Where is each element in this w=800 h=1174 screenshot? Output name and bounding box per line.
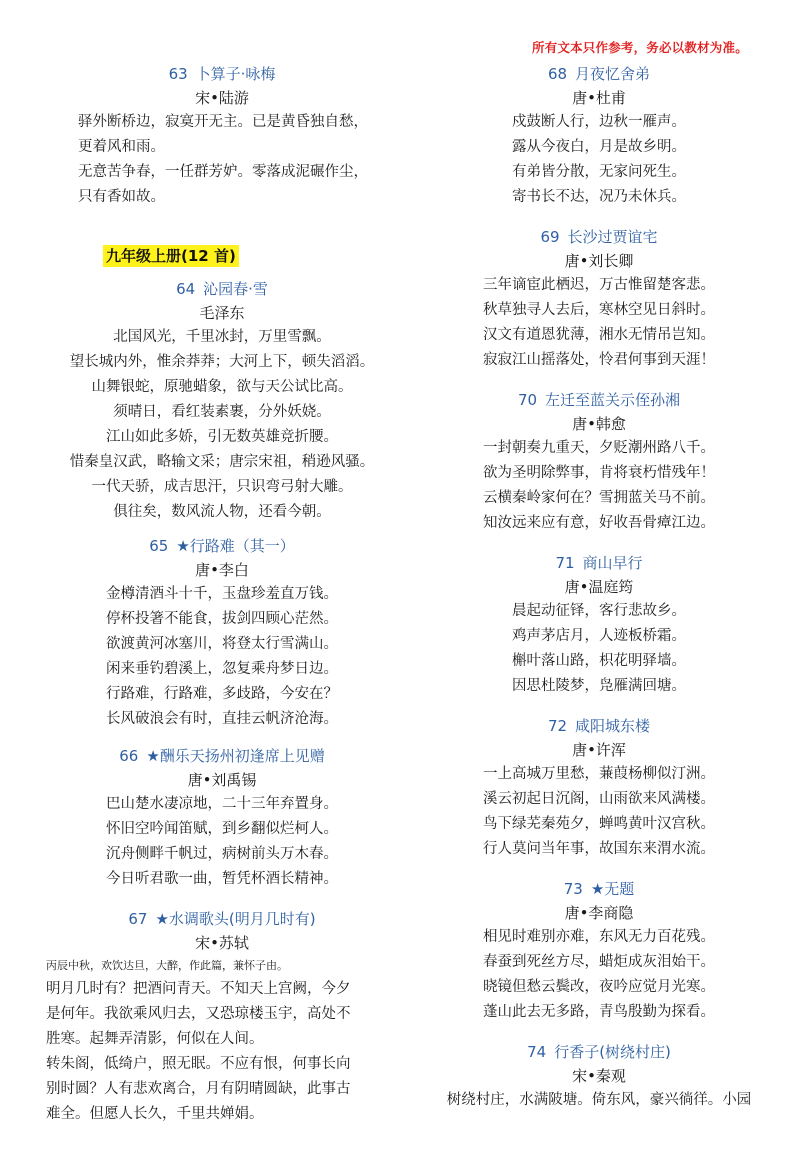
poem-72	[418, 714, 780, 862]
poem-70	[418, 388, 780, 536]
poem-title-text: 左迁至蓝关示侄孙湘	[545, 391, 681, 409]
poem-title-text: 卜算子·咏梅	[195, 65, 276, 83]
poem-71	[418, 551, 780, 699]
poem-line: 溪云初起日沉阁，山雨欲来风满楼。	[483, 791, 715, 807]
poem-title	[46, 907, 398, 931]
poem-line: 停杯投箸不能食，拔剑四顾心茫然。	[106, 611, 338, 627]
poem-number: 71	[555, 554, 575, 572]
poem-line: 鸟下绿芜秦苑夕，蝉鸣黄叶汉宫秋。	[483, 816, 715, 832]
poem-line: 寂寂江山摇落处，怜君何事到天涯！	[483, 352, 715, 368]
poem-preface: 丙辰中秋，欢饮达旦，大醉，作此篇，兼怀子由。	[46, 959, 288, 972]
poem-title	[418, 877, 780, 901]
poem-title	[46, 62, 398, 86]
poem-line: 行路难，行路难，多歧路，今安在？	[106, 686, 338, 702]
poem-author: 宋•陆游	[195, 89, 249, 107]
poem-66	[46, 744, 398, 892]
poem-title	[418, 714, 780, 738]
poem-author: 唐•刘禹锡	[187, 771, 257, 789]
poem-title	[46, 534, 398, 558]
poem-number: 67	[128, 910, 148, 928]
poem-line: 俱往矣，数风流人物，还看今朝。	[113, 504, 331, 520]
poem-line: 惜秦皇汉武，略输文采；唐宗宋祖，稍逊风骚。	[69, 454, 375, 470]
poem-author: 毛泽东	[199, 304, 245, 322]
poem-65	[46, 534, 398, 732]
poem-line: 戍鼓断人行，边秋一雁声。	[512, 114, 686, 130]
poem-line: 望长城内外，惟余莽莽；大河上下，顿失滔滔。	[69, 354, 375, 370]
poem-author: 唐•李商隐	[564, 904, 634, 922]
poem-title	[418, 62, 780, 86]
poem-line: 只有香如故。	[78, 189, 165, 205]
poem-title	[418, 1040, 780, 1064]
poem-author: 唐•韩愈	[572, 415, 626, 433]
poem-line: 秋草独寻人去后，寒林空见日斜时。	[483, 302, 715, 318]
poem-number: 72	[547, 717, 568, 735]
poem-title-text: 咸阳城东楼	[575, 717, 651, 735]
poem-63	[46, 62, 398, 210]
poem-line: 巴山楚水凄凉地，二十三年弃置身。	[106, 796, 338, 812]
poem-number: 70	[517, 391, 538, 409]
poem-line: 鸡声茅店月，人迹板桥霜。	[512, 628, 686, 644]
poem-line: 山舞银蛇，原驰蜡象，欲与天公试比高。	[91, 379, 353, 395]
poem-title	[46, 744, 398, 768]
poem-line: 长风破浪会有时，直挂云帆济沧海。	[106, 711, 338, 727]
poem-number: 74	[527, 1043, 547, 1061]
poem-title-text: ★无题	[590, 880, 635, 898]
poem-line: 明月几时有？把酒问青天。不知天上宫阙，今夕	[46, 981, 351, 997]
poem-author: 唐•李白	[195, 561, 249, 579]
poem-number: 69	[540, 228, 560, 246]
poem-73	[418, 877, 780, 1025]
poem-title-text: 商山早行	[582, 554, 643, 572]
poem-line: 晨起动征铎，客行悲故乡。	[512, 603, 686, 619]
poem-line: 更着风和雨。	[78, 139, 165, 155]
poem-number: 64	[176, 280, 196, 298]
poem-title	[418, 225, 780, 249]
poem-line: 寄书长不达，况乃未休兵。	[512, 189, 686, 205]
poem-line: 欲为圣明除弊事，肯将衰朽惜残年！	[483, 465, 715, 481]
notice-text: 所有文本只作参考，务必以教材为准。	[532, 40, 748, 55]
poem-line: 相见时难别亦难，东风无力百花残。	[483, 929, 715, 945]
poem-line: 云横秦岭家何在？雪拥蓝关马不前。	[483, 490, 715, 506]
poem-author: 唐•杜甫	[572, 89, 626, 107]
poem-line: 胜寒。起舞弄清影，何似在人间。	[46, 1031, 264, 1047]
poem-line: 一代天骄，成吉思汗，只识弯弓射大雕。	[91, 479, 353, 495]
poem-line: 金樽清酒斗十千，玉盘珍羞直万钱。	[106, 586, 338, 602]
poem-number: 63	[168, 65, 188, 83]
poem-line: 汉文有道恩犹薄，湘水无情吊岂知。	[483, 327, 715, 343]
poem-title-text: ★水调歌头(明月几时有)	[155, 910, 316, 928]
poem-author: 宋•秦观	[572, 1067, 626, 1085]
poem-line: 无意苦争春，一任群芳妒。零落成泥碾作尘，	[78, 164, 368, 180]
poem-line: 春蚕到死丝方尽，蜡炬成灰泪始干。	[483, 954, 715, 970]
poem-title-text: 月夜忆舍弟	[575, 65, 651, 83]
poem-line: 露从今夜白，月是故乡明。	[512, 139, 686, 155]
poem-line: 知汝远来应有意，好收吾骨瘴江边。	[483, 515, 715, 531]
poem-line: 北国风光，千里冰封，万里雪飘。	[113, 329, 331, 345]
poem-title-text: ★酬乐天扬州初逢席上见赠	[146, 747, 325, 765]
poem-author: 唐•刘长卿	[564, 252, 634, 270]
poem-title-text: 行香子(树绕村庄)	[554, 1043, 671, 1061]
poem-line: 怀旧空吟闻笛赋，到乡翻似烂柯人。	[106, 821, 338, 837]
poem-number: 65	[149, 537, 169, 555]
poem-line: 一封朝奏九重天，夕贬潮州路八千。	[483, 440, 715, 456]
poem-line: 转朱阁，低绮户，照无眠。不应有恨，何事长向	[46, 1056, 351, 1072]
grade-label: 九年级上册(12 首)	[103, 245, 239, 267]
poem-title	[46, 277, 398, 301]
poem-title-text: 沁园春·雪	[203, 280, 268, 298]
poem-69	[418, 225, 780, 373]
poem-line: 蓬山此去无多路，青鸟殷勤为探看。	[483, 1004, 715, 1020]
poem-number: 68	[547, 65, 568, 83]
poem-line: 沉舟侧畔千帆过，病树前头万木春。	[106, 846, 338, 862]
poem-author: 唐•许浑	[572, 741, 626, 759]
poem-line: 须晴日，看红装素裹，分外妖娆。	[113, 404, 331, 420]
poem-line: 驿外断桥边，寂寞开无主。已是黄昏独自愁，	[78, 114, 368, 130]
poem-number: 73	[563, 880, 583, 898]
poem-author: 唐•温庭筠	[564, 578, 634, 596]
poem-line: 难全。但愿人长久，千里共婵娟。	[46, 1106, 264, 1122]
poem-74	[418, 1040, 780, 1113]
poem-line: 闲来垂钓碧溪上，忽复乘舟梦日边。	[106, 661, 338, 677]
poem-line: 因思杜陵梦，凫雁满回塘。	[512, 678, 686, 694]
poem-line: 别时圆？人有悲欢离合，月有阴晴圆缺，此事古	[46, 1081, 351, 1097]
poem-line: 一上高城万里愁，蒹葭杨柳似汀洲。	[483, 766, 715, 782]
poem-number: 66	[119, 747, 139, 765]
poem-title	[418, 551, 780, 575]
poem-67	[46, 907, 398, 1127]
poem-line: 槲叶落山路，枳花明驿墙。	[512, 653, 686, 669]
poem-line: 晓镜但愁云鬓改，夜吟应觉月光寒。	[483, 979, 715, 995]
poem-64	[46, 277, 398, 525]
poem-title-text: ★行路难（其一）	[176, 537, 295, 555]
poem-line: 江山如此多娇，引无数英雄竞折腰。	[106, 429, 338, 445]
poem-line: 是何年。我欲乘风归去，又恐琼楼玉宇，高处不	[46, 1006, 351, 1022]
poem-line: 行人莫问当年事，故国东来渭水流。	[483, 841, 715, 857]
poem-author: 宋•苏轼	[195, 934, 249, 952]
poem-line: 有弟皆分散，无家问死生。	[512, 164, 686, 180]
poem-line: 树绕村庄，水满陂塘。倚东风，豪兴徜徉。小园	[446, 1092, 752, 1108]
poem-line: 欲渡黄河冰塞川，将登太行雪满山。	[106, 636, 338, 652]
poem-title-text: 长沙过贾谊宅	[567, 228, 658, 246]
poem-line: 三年谪宦此栖迟，万古惟留楚客悲。	[483, 277, 715, 293]
poem-line: 今日听君歌一曲，暂凭杯酒长精神。	[106, 871, 338, 887]
poem-title	[418, 388, 780, 412]
poem-68	[418, 62, 780, 210]
